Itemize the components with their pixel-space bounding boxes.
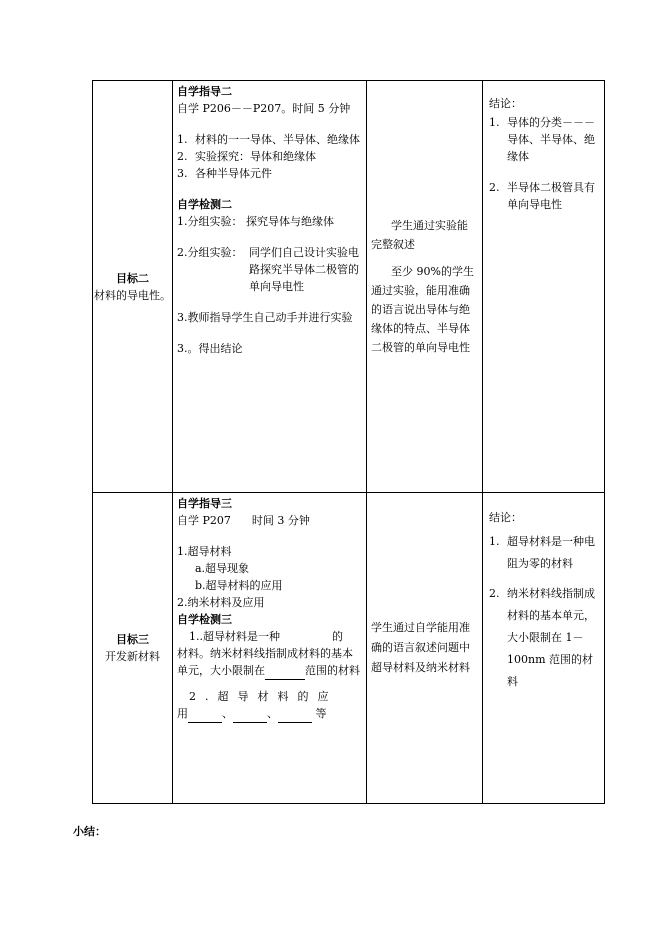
conclusion-cell <box>483 493 605 804</box>
test-item-3: 3.教师指导学生自己动手并进行实验 <box>177 311 353 324</box>
blank-field <box>278 705 312 723</box>
guide-title: 自学指导二 <box>177 85 232 98</box>
conclusion-list <box>489 114 600 213</box>
goal-title: 目标二 <box>116 271 149 285</box>
conclusion-title: 结论： <box>489 511 522 524</box>
guide-cell <box>173 81 367 493</box>
outcome-text-1: 学生通过实验能完整叙述 <box>371 219 468 251</box>
guide-item-1a: a.超导现象 <box>195 562 250 575</box>
outcome-cell <box>367 493 483 804</box>
guide-list <box>177 131 362 182</box>
list-item: 1. 材料的一一导体、半导体、绝缘体 <box>177 133 360 146</box>
list-item: 2. 半导体二极管具有单向导电性 <box>489 181 595 211</box>
test-question-2-cont: 用 、 、 等 <box>177 705 362 723</box>
test-item-2: 2.分组实验： 同学们自己设计实验电路探究半导体二极管的单向导电性 <box>177 246 359 293</box>
table-row <box>93 493 605 804</box>
guide-cell <box>173 493 367 804</box>
lesson-plan-table <box>92 80 605 804</box>
goal-title: 目标三 <box>116 633 149 646</box>
test-title: 自学检测三 <box>177 613 232 626</box>
goal-desc: 开发新材料 <box>105 650 160 663</box>
list-item: 2. 纳米材料线指制成材料的基本单元，大小限制在 1－100nm 范围的材料 <box>489 587 595 688</box>
goal-cell <box>93 493 173 804</box>
guide-item-1: 1.超导材料 <box>177 545 232 558</box>
outcome-text-2: 至少 90%的学生通过实验，能用准确的语言说出导体与绝缘体的特点、半导体二极管的单向导电性 <box>371 265 474 354</box>
test-question-2: 2.超导材料的应 <box>189 690 338 703</box>
list-item: 3. 各种半导体元件 <box>177 167 272 180</box>
conclusion-list <box>489 531 600 693</box>
blank-field <box>233 705 267 723</box>
test-question-1: 1..超导材料是一种 的 <box>189 630 343 643</box>
test-question-1-cont: 材料。纳米材料线指制成材料的基本单元，大小限制在 范围的材料 <box>177 645 362 680</box>
guide-line: 自学 P206－－P207。时间 5 分钟 <box>177 102 351 115</box>
test-item-4: 3.。得出结论 <box>177 342 243 355</box>
guide-title: 自学指导三 <box>177 497 232 510</box>
conclusion-title: 结论： <box>489 97 522 110</box>
conclusion-cell <box>483 81 605 493</box>
table-row <box>93 81 605 493</box>
blank-field <box>188 705 222 723</box>
test-item-1: 1.分组实验： 探究导体与绝缘体 <box>177 215 334 228</box>
outcome-cell <box>367 81 483 493</box>
guide-line: 自学 P207 时间 3 分钟 <box>177 514 310 527</box>
guide-item-1b: b.超导材料的应用 <box>195 579 283 592</box>
list-item: 1. 导体的分类－－－导体、半导体、绝缘体 <box>489 116 595 163</box>
outcome-text: 学生通过自学能用准确的语言叙述问题中超导材料及纳米材料 <box>371 621 470 674</box>
guide-item-2: 2.纳米材料及应用 <box>177 596 265 609</box>
blank-field <box>265 662 305 680</box>
list-item: 2. 实验探究：导体和绝缘体 <box>177 150 316 163</box>
list-item: 1. 超导材料是一种电阻为零的材料 <box>489 535 595 570</box>
test-title: 自学检测二 <box>177 198 232 211</box>
summary-label: 小结： <box>73 825 106 838</box>
goal-cell <box>93 81 173 493</box>
goal-desc: 材料的导电性。 <box>94 288 171 302</box>
